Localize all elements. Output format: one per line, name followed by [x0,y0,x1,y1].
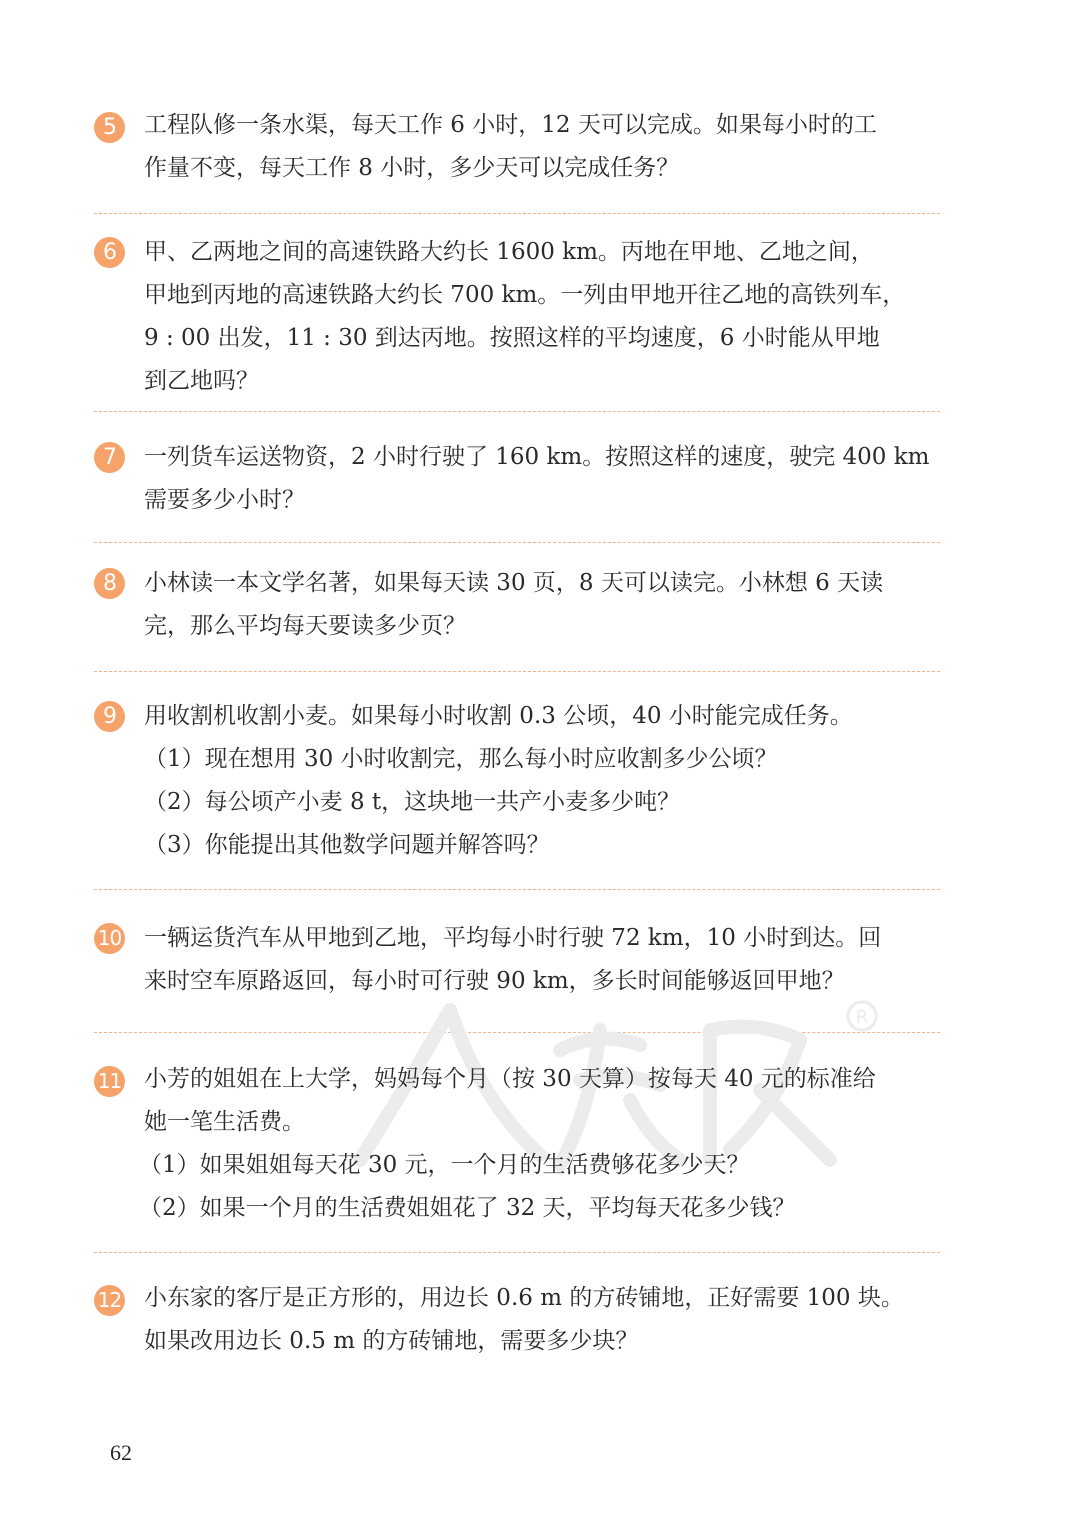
problem-line: 到乙地吗？ [144,368,259,394]
problem-line: 作量不变，每天工作 8 小时，多少天可以完成任务？ [144,155,680,181]
dashed-divider [94,671,940,672]
problem-line: 来时空车原路返回，每小时可行驶 90 km，多长时间能够返回甲地？ [144,968,845,994]
dashed-divider [94,213,940,214]
problem-line: 用收割机收割小麦。如果每小时收割 0.3 公顷，40 小时能完成任务。 [144,703,853,729]
page-number: 62 [110,1440,132,1465]
sub-question-3: （3）你能提出其他数学问题并解答吗？ [144,832,550,858]
problem-number-badge: 11 [94,1066,125,1097]
problem-line: 甲地到丙地的高速铁路大约长 700 km。一列由甲地开往乙地的高铁列车， [144,282,906,308]
problem-text [144,1277,944,1363]
dashed-divider [94,1252,940,1253]
sub-question-1: （1）现在想用 30 小时收割完，那么每小时应收割多少公顷？ [144,746,778,772]
problem-line: 一列货车运送物资，2 小时行驶了 160 km。按照这样的速度，驶完 400 km [144,444,930,470]
problem-line: 如果改用边长 0.5 m 的方砖铺地，需要多少块？ [144,1328,639,1354]
problem-line: 甲、乙两地之间的高速铁路大约长 1600 km。丙地在甲地、乙地之间， [144,239,874,265]
problem-8 [94,562,944,648]
problem-text [144,562,944,648]
problem-5 [94,104,944,190]
dashed-divider [94,411,940,412]
problem-7 [94,436,944,522]
problem-text [144,695,944,867]
dashed-divider [94,542,940,543]
problem-line: 工程队修一条水渠，每天工作 6 小时，12 天可以完成。如果每小时的工 [144,112,877,138]
problem-text [144,231,944,403]
problem-number-badge: 6 [94,237,125,268]
problem-line: 小东家的客厅是正方形的，用边长 0.6 m 的方砖铺地，正好需要 100 块。 [144,1285,904,1311]
problem-12 [94,1277,944,1363]
problem-number-badge: 10 [94,923,125,954]
problem-line: 需要多少小时？ [144,487,305,513]
problem-number-badge: 8 [94,568,125,599]
problem-6 [94,231,944,403]
sub-question-1: （1）如果姐姐每天花 30 元，一个月的生活费够花多少天？ [139,1152,750,1178]
problem-line: 小芳的姐姐在上大学，妈妈每个月（按 30 天算）按每天 40 元的标准给 [144,1066,876,1092]
dashed-divider [94,1032,940,1033]
problem-text [144,104,944,190]
sub-question-2: （2）每公顷产小麦 8 t，这块地一共产小麦多少吨？ [144,789,681,815]
problem-text [144,917,944,1003]
problem-line: 一辆运货汽车从甲地到乙地，平均每小时行驶 72 km，10 小时到达。回 [144,925,882,951]
problem-11 [94,1058,944,1230]
problem-number-badge: 12 [94,1285,125,1316]
dashed-divider [94,889,940,890]
problem-text [139,1058,944,1230]
problem-line: 她一笔生活费。 [144,1109,305,1135]
problem-text [144,436,944,522]
svg-text:R: R [855,1007,869,1028]
problem-10 [94,917,944,1003]
sub-question-2: （2）如果一个月的生活费姐姐花了 32 天，平均每天花多少钱？ [139,1195,796,1221]
problem-line: 小林读一本文学名著，如果每天读 30 页，8 天可以读完。小林想 6 天读 [144,570,884,596]
problem-number-badge: 9 [94,701,125,732]
problem-line: 完，那么平均每天要读多少页？ [144,613,466,639]
problem-number-badge: 5 [94,112,125,143]
problem-9 [94,695,944,867]
problem-line: 9 : 00 出发，11 : 30 到达丙地。按照这样的平均速度，6 小时能从甲地 [144,325,880,351]
problem-number-badge: 7 [94,442,125,473]
